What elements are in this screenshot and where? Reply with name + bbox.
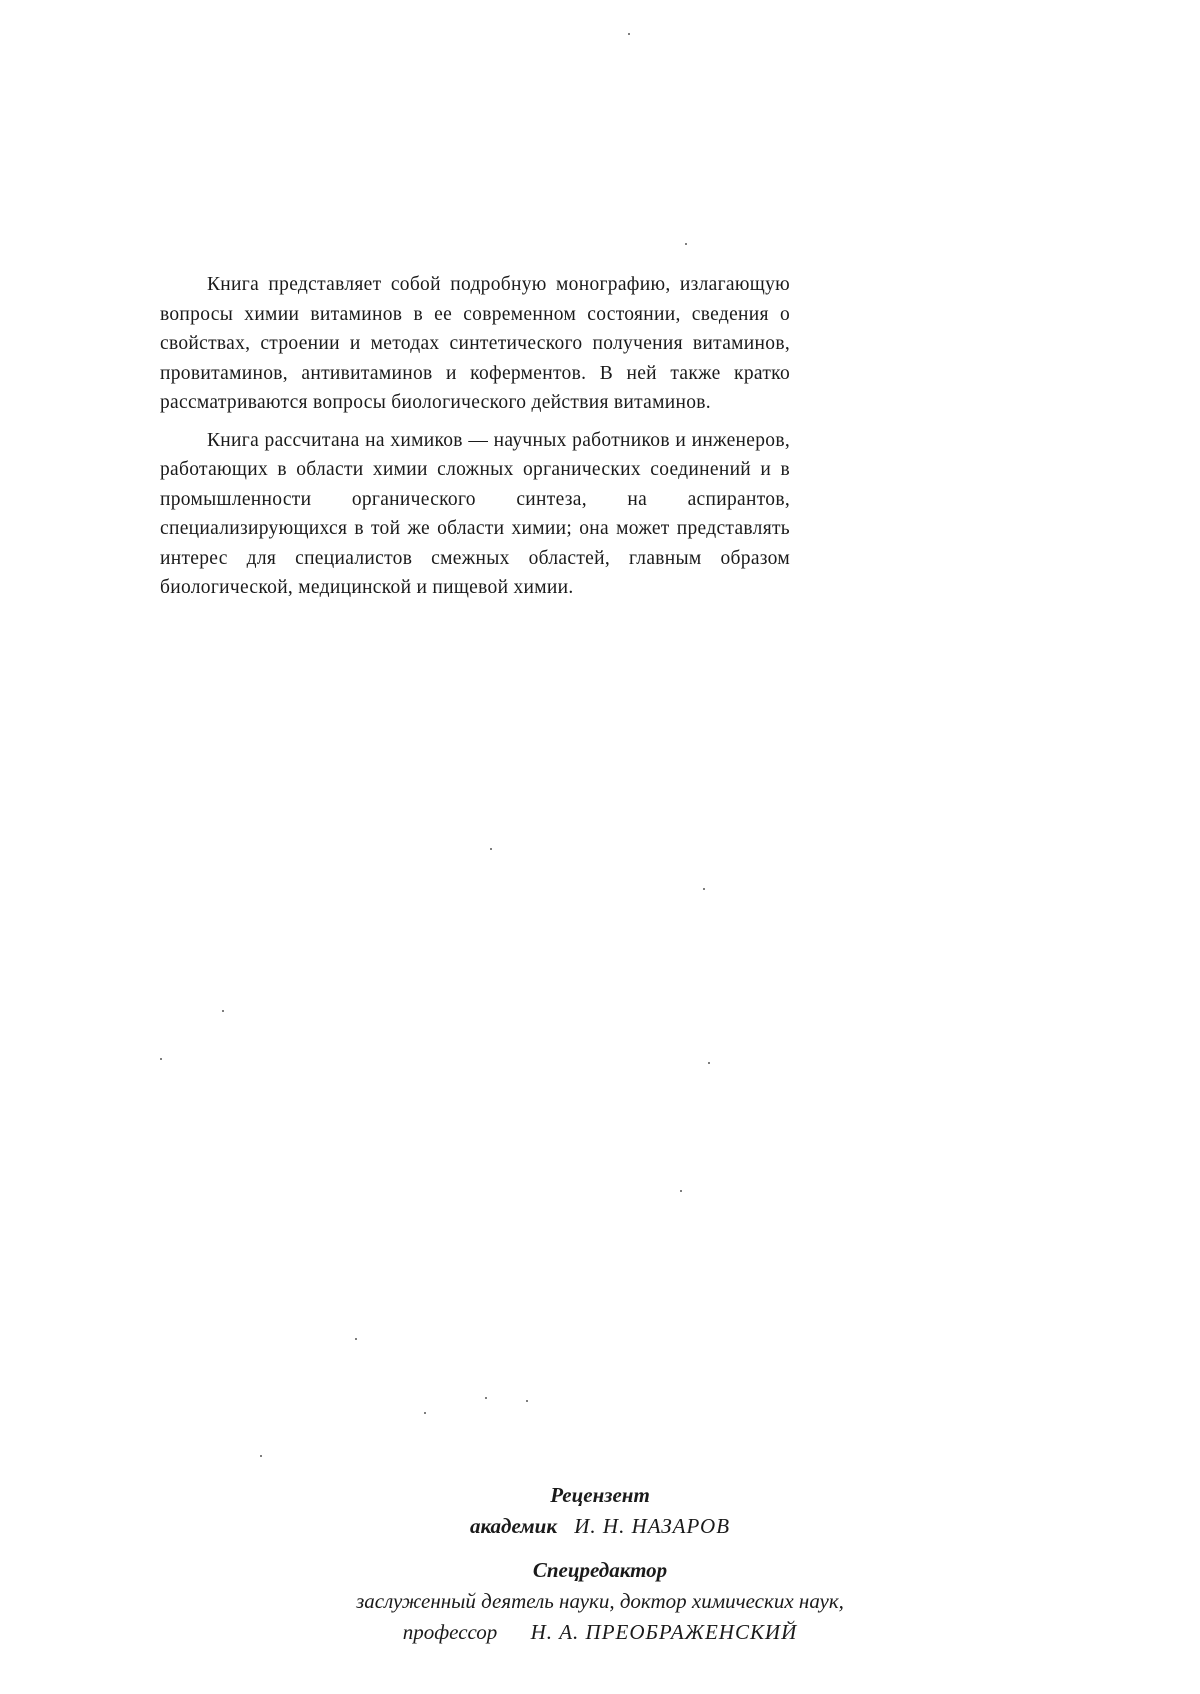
scan-speck [160, 1058, 162, 1060]
scan-speck [355, 1338, 357, 1340]
reviewer-line [0, 1511, 1200, 1542]
scan-speck [526, 1400, 528, 1402]
reviewer-credit [0, 1480, 1200, 1542]
scan-speck [222, 1010, 224, 1012]
reviewer-name: И. Н. НАЗАРОВ [574, 1514, 731, 1538]
scan-speck [424, 1412, 426, 1414]
scan-speck [260, 1455, 262, 1457]
editor-name: Н. А. ПРЕОБРАЖЕНСКИЙ [530, 1620, 798, 1644]
scan-speck [628, 33, 630, 35]
editor-position: профессор [402, 1620, 498, 1644]
scan-speck [708, 1062, 710, 1064]
scan-speck [685, 243, 687, 245]
annotation-paragraph-2: Книга рассчитана на химиков — научных работников и инженеров, работающих в области химии сложных органических соединений и в промышленности органического синтеза, на аспирантов, специализирующихся в той же области химии; она может представлять интерес для специалистов смежных областей, главным образом биологической, медицинской и пищевой химии. [160, 429, 790, 598]
annotation-paragraph-1: Книга представляет собой подробную монографию, излагающую вопросы химии витаминов в ее современном состоянии, сведения о свойствах, строении и методах синтетического получения витаминов, провитаминов, антивитаминов и коферментов. В ней также кратко рассматриваются вопросы биологического действия витаминов. [160, 274, 790, 413]
reviewer-title: академик [469, 1514, 557, 1538]
book-annotation [160, 270, 790, 611]
editor-role: Спецредактор [532, 1558, 668, 1582]
scan-speck [485, 1397, 487, 1399]
editor-line [0, 1617, 1200, 1648]
scan-speck [680, 1190, 682, 1192]
editor-title: заслуженный деятель науки, доктор химических наук, [356, 1589, 844, 1613]
editor-credit [0, 1555, 1200, 1648]
scan-speck [490, 848, 492, 850]
scan-speck [703, 888, 705, 890]
reviewer-role: Рецензент [550, 1483, 650, 1507]
